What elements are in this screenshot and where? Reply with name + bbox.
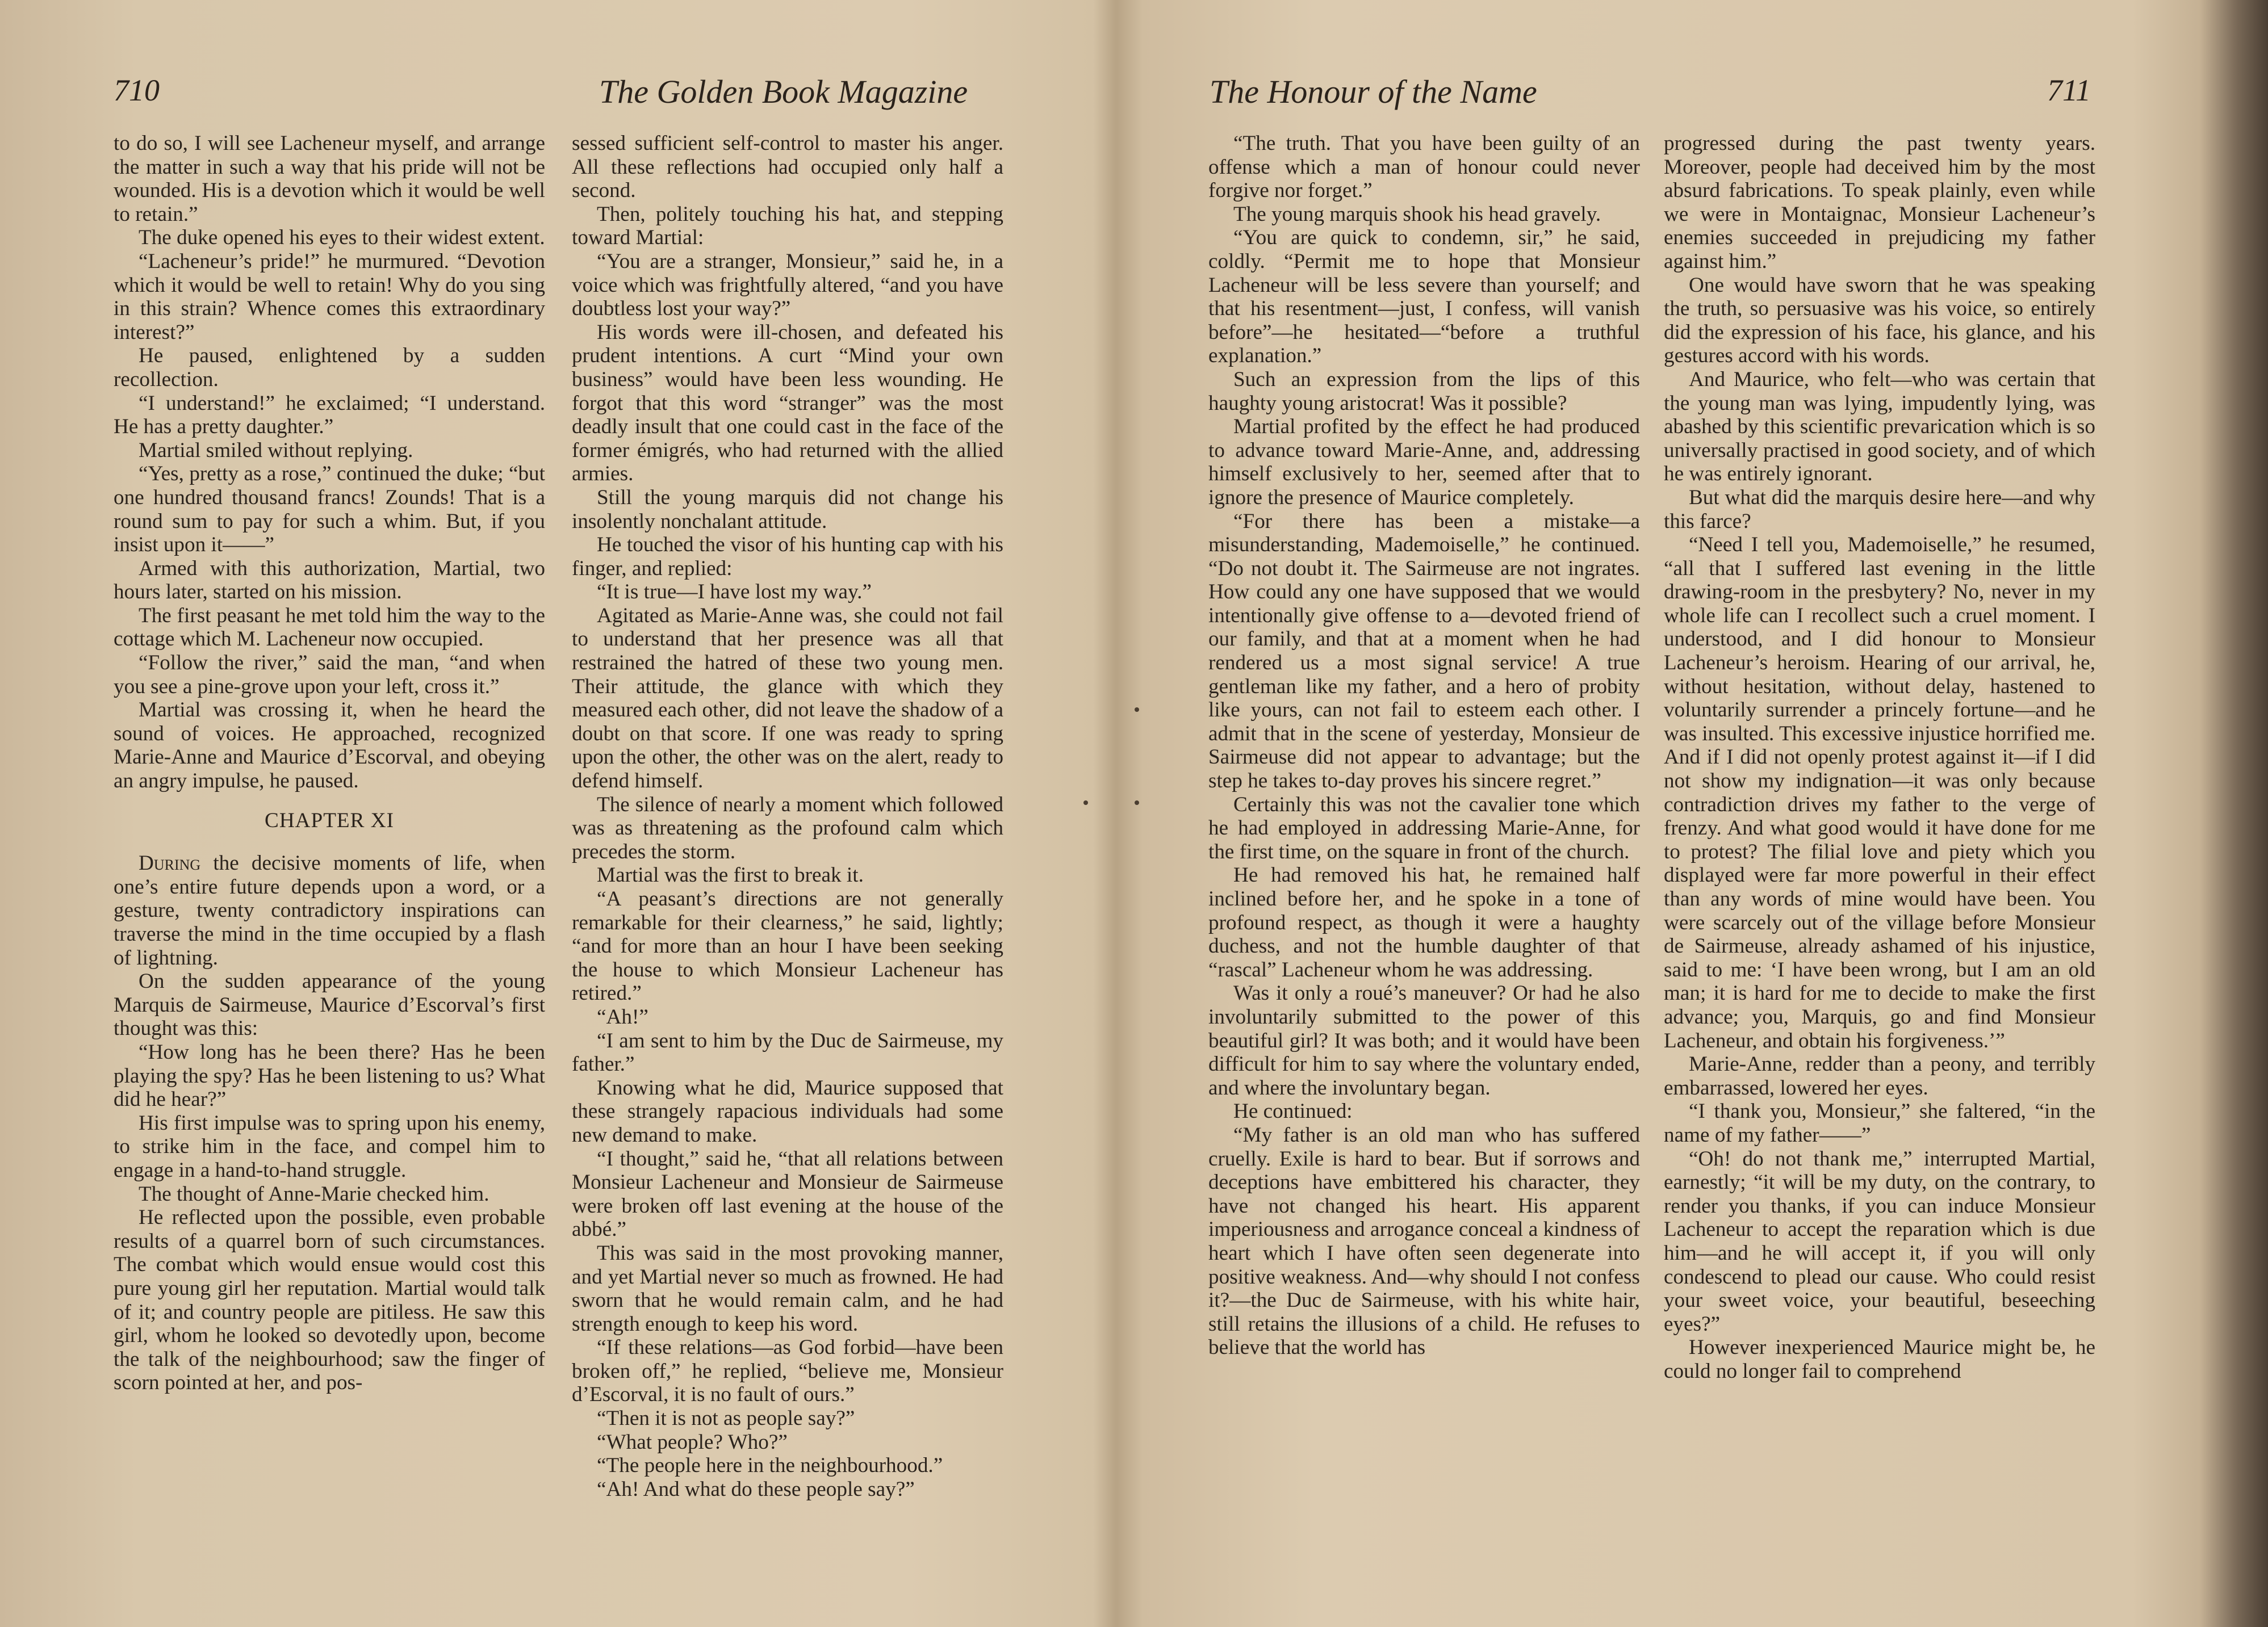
- paragraph: “Yes, pretty as a rose,” continued the duke; “but one hundred thousand francs! Zounds! That is a round sum to pay for such a whim. But, if you insist upon it——”: [114, 462, 545, 557]
- left-column-1-after-paragraphs: [114, 970, 545, 1395]
- paragraph: Knowing what he did, Maurice supposed that these strangely rapacious individuals had some new demand to make.: [572, 1076, 1003, 1147]
- paragraph: Martial was the first to break it.: [597, 863, 864, 887]
- right-column-2: [1664, 132, 2095, 1383]
- paragraph: He reflected upon the possible, even probable results of a quarrel born of such circumstances. The combat which would ensue would cost this pure young girl her reputation. Martial would talk of it; and country people are pitiless. He saw this girl, whom he looked so devotedly upon, become the talk of the neighbourhood; saw the finger of scorn pointed at her, and pos-: [114, 1206, 545, 1395]
- right-page: [1113, 0, 2243, 1627]
- paragraph: The young marquis shook his head gravely.: [1233, 202, 1601, 226]
- paragraph: Still the young marquis did not change his insolently nonchalant attitude.: [572, 485, 1003, 533]
- paragraph: Martial was crossing it, when he heard the sound of voices. He approached, recognized Marie-Anne and Maurice d’Escorval, and obeying an angry impulse, he paused.: [114, 698, 545, 793]
- paragraph: He continued:: [1233, 1100, 1353, 1123]
- paragraph: “You are a stranger, Monsieur,” said he, in a voice which was frightfully altered, “and you have doubtless lost your way?”: [572, 249, 1003, 321]
- paragraph: Martial smiled without replying.: [139, 438, 413, 462]
- paragraph: “Then it is not as people say?”: [597, 1407, 855, 1431]
- right-column-2-paragraphs: [1664, 132, 2095, 1383]
- paragraph: The first peasant he met told him the way to the cottage which M. Lacheneur now occupied.: [114, 603, 545, 651]
- chapter-heading: CHAPTER XI: [265, 808, 394, 832]
- paragraph: “For there has been a mistake—a misunderstanding, Mademoiselle,” he continued. “Do not doubt it. The Sairmeuse are not ingrates. How could any one have supposed that we would intentionally give offense to a—devoted friend of our family, and that at a moment when he had rendered us a most signal service! A true gentleman like my father, and a hero of probity like yours, can not fail to esteem each other. I admit that in the scene of yesterday, Monsieur de Sairmeuse did not appear to advantage; but the step he takes to-day proves his sincere regret.”: [1208, 509, 1640, 793]
- paragraph: “Need I tell you, Mademoiselle,” he resumed, “all that I suffered last evening in the little drawing-room in the presbytery? No, never in my whole life can I recollect such a cruel moment. I understood, and I did honour to Monsieur Lacheneur’s heroism. Hearing of our arrival, he, without hesitation, without delay, hastened to voluntarily surrender a princely fortune—and he was insulted. This excessive injustice horrified me. And if I did not openly protest against it—if I did not show my indignation—it was only because contradiction drives my father to the verge of frenzy. And what good would it have done for me to protest? The filial love and piety which you displayed were far more powerful in their effect than any words of mine would have been. You were scarcely out of the village before Monsieur de Sairmeuse, already ashamed of his injustice, said to me: ‘I have been wrong, but I am an old man; it is hard for me to decide to make the first advance; you, Marquis, go and find Monsieur Lacheneur, and obtain his forgiveness.’”: [1664, 533, 2095, 1052]
- paragraph: Then, politely touching his hat, and stepping toward Martial:: [572, 202, 1003, 250]
- page-number: 711: [2047, 73, 2091, 107]
- paragraph: “The truth. That you have been guilty of an offense which a man of honour could never forgive nor forget.”: [1208, 132, 1640, 203]
- paragraph: Was it only a roué’s maneuver? Or had he also involuntarily submitted to the power of this beautiful girl? It was both; and it would have been difficult for him to say where the voluntary ended, and where the involuntary began.: [1208, 982, 1640, 1100]
- paragraph: “I understand!” he exclaimed; “I understand. He has a pretty daughter.”: [114, 391, 545, 439]
- paragraph: The duke opened his eyes to their widest extent.: [139, 226, 545, 250]
- paragraph: “Ah! And what do these people say?”: [597, 1477, 915, 1501]
- paragraph: “Lacheneur’s pride!” he murmured. “Devotion which it would be well to retain! Why do you sing in this strain? Whence comes this extraordinary interest?”: [114, 249, 545, 344]
- paragraph: The silence of nearly a moment which followed was as threatening as the profound calm which precedes the storm.: [572, 792, 1003, 863]
- paragraph: One would have sworn that he was speaking the truth, so persuasive was his voice, so entirely did the expression of his face, his glance, and his gestures accord with his words.: [1664, 273, 2095, 368]
- paragraph: “What people? Who?”: [597, 1430, 788, 1454]
- running-title: The Honour of the Name: [1210, 73, 1537, 110]
- left-column-2: [572, 132, 1003, 1501]
- paragraph: On the sudden appearance of the young Marquis de Sairmeuse, Maurice d’Escorval’s first thought was this:: [114, 970, 545, 1041]
- paragraph: But what did the marquis desire here—and why this farce?: [1664, 485, 2095, 533]
- paragraph: “How long has he been there? Has he been playing the spy? Has he been listening to us? What did he hear?”: [114, 1040, 545, 1112]
- left-column-1: [114, 132, 545, 1395]
- paragraph: “If these relations—as God forbid—have been broken off,” he replied, “believe me, Monsieur d’Escorval, it is no fault of ours.”: [572, 1336, 1003, 1407]
- paragraph: Marie-Anne, redder than a peony, and terribly embarrassed, lowered her eyes.: [1664, 1052, 2095, 1100]
- paragraph: “I thank you, Monsieur,” she faltered, “in the name of my father——”: [1664, 1100, 2095, 1147]
- paragraph: “Oh! do not thank me,” interrupted Martial, earnestly; “it will be my duty, on the contrary, to render you thanks, if you can induce Monsieur Lacheneur to accept the reparation which is due him—and he will accept it, if you will only condescend to plead our cause. Who could resist your sweet voice, your beautiful, beseeching eyes?”: [1664, 1147, 2095, 1336]
- left-page: [0, 0, 1107, 1627]
- paragraph: “The people here in the neighbourhood.”: [597, 1454, 943, 1478]
- right-column-1: [1208, 132, 1640, 1360]
- paragraph: “Follow the river,” said the man, “and when you see a pine-grove upon your left, cross it.”: [114, 651, 545, 698]
- paragraph: His words were ill-chosen, and defeated his prudent intentions. A curt “Mind your own business” would have been less wounding. He forgot that this word “stranger” was the most deadly insult that one could cast in the face of the former émigrés, who had returned with the allied armies.: [572, 320, 1003, 486]
- left-column-2-paragraphs: [572, 132, 1003, 1501]
- paragraph: However inexperienced Maurice might be, he could no longer fail to comprehend: [1664, 1336, 2095, 1383]
- right-header: [1113, 73, 2243, 118]
- paragraph: “I thought,” said he, “that all relations between Monsieur Lacheneur and Monsieur de Sairmeuse were broken off last evening at the house of the abbé.”: [572, 1147, 1003, 1242]
- paragraph: progressed during the past twenty years. Moreover, people had deceived him by the most absurd fabrications. To speak plainly, even while we were in Montaignac, Monsieur Lacheneur’s enemies succeeded in prejudicing my father against him.”: [1664, 132, 2095, 273]
- paragraph: Such an expression from the lips of this haughty young aristocrat! Was it possible?: [1208, 367, 1640, 415]
- paragraph: His first impulse was to spring upon his enemy, to strike him in the face, and compel him to engage in a hand-to-hand struggle.: [114, 1111, 545, 1182]
- paragraph: The thought of Anne-Marie checked him.: [139, 1182, 489, 1206]
- paragraph: sessed sufficient self-control to master his anger. All these reflections had occupied only half a second.: [572, 132, 1003, 203]
- paragraph: “A peasant’s directions are not generally remarkable for their clearness,” he said, lightly; “and for more than an hour I have been seeking the house to which Monsieur Lacheneur has retired.”: [572, 887, 1003, 1005]
- paragraph: He touched the visor of his hunting cap with his finger, and replied:: [572, 533, 1003, 580]
- paragraph: “I am sent to him by the Duc de Sairmeuse, my father.”: [572, 1029, 1003, 1076]
- left-column-1-paragraphs: [114, 132, 545, 793]
- paragraph: And Maurice, who felt—who was certain that the young man was lying, impudently lying, was abashed by this scientific prevarication which is so universally practised in good society, and of which he was entirely ignorant.: [1664, 367, 2095, 486]
- chapter-opening-text: the decisive moments of life, when one’s entire future depends upon a word, or a gesture, twenty contradictory inspirations can traverse the mind in the time occupied by a flash of lightning.: [114, 852, 545, 970]
- paragraph: Agitated as Marie-Anne was, she could not fail to understand that her presence was all that restrained the hatred of these two young men. Their attitude, the glance with which they measured each other, did not leave the shadow of a doubt on that score. If one was ready to spring upon the other, the other was on the alert, ready to defend himself.: [572, 603, 1003, 793]
- paragraph: “It is true—I have lost my way.”: [597, 580, 872, 604]
- right-column-1-paragraphs: [1208, 132, 1640, 1360]
- paragraph: Certainly this was not the cavalier tone which he had employed in addressing Marie-Anne, for the first time, on the square in front of the church.: [1208, 792, 1640, 863]
- paragraph: Martial profited by the effect he had produced to advance toward Marie-Anne, and, addressing himself exclusively to her, seemed after that to ignore the presence of Maurice completely.: [1208, 415, 1640, 509]
- paragraph: to do so, I will see Lacheneur myself, and arrange the matter in such a way that his pride will not be wounded. His is a devotion which it would be well to retain.”: [114, 132, 545, 226]
- paragraph: This was said in the most provoking manner, and yet Martial never so much as frowned. He had sworn that he would remain calm, and he had strength enough to keep his word.: [572, 1241, 1003, 1336]
- left-header: [0, 73, 1107, 118]
- paragraph: “Ah!”: [597, 1005, 648, 1029]
- drop-word: During: [139, 852, 201, 875]
- binding-dot: [1083, 800, 1088, 805]
- page-number: 710: [114, 73, 160, 107]
- paragraph: “My father is an old man who has suffered cruelly. Exile is hard to bear. But if sorrows and deceptions have embittered his character, they have not changed his heart. His apparent imperiousness and arrogance conceal a kindness of heart which I have often seen degenerate into positive weakness. And—why should I not confess it?—the Duc de Sairmeuse, with his white hair, still retains the illusions of a child. He refuses to believe that the world has: [1208, 1123, 1641, 1360]
- paragraph: He paused, enlightened by a sudden recollection.: [114, 344, 545, 391]
- paragraph: “You are quick to condemn, sir,” he said, coldly. “Permit me to hope that Monsieur Lacheneur will be less severe than yourself; and that his resentment—just, I confess, will vanish before”—he hesitated—“before a truthful explanation.”: [1208, 226, 1640, 368]
- running-title: The Golden Book Magazine: [599, 73, 968, 110]
- paragraph: He had removed his hat, he remained half inclined before her, and he spoke in a tone of profound respect, as though it were a haughty duchess, and not the humble daughter of that “rascal” Lacheneur whom he was addressing.: [1208, 863, 1640, 982]
- paragraph: Armed with this authorization, Martial, two hours later, started on his mission.: [114, 556, 545, 604]
- chapter-opening-paragraph: [114, 852, 545, 970]
